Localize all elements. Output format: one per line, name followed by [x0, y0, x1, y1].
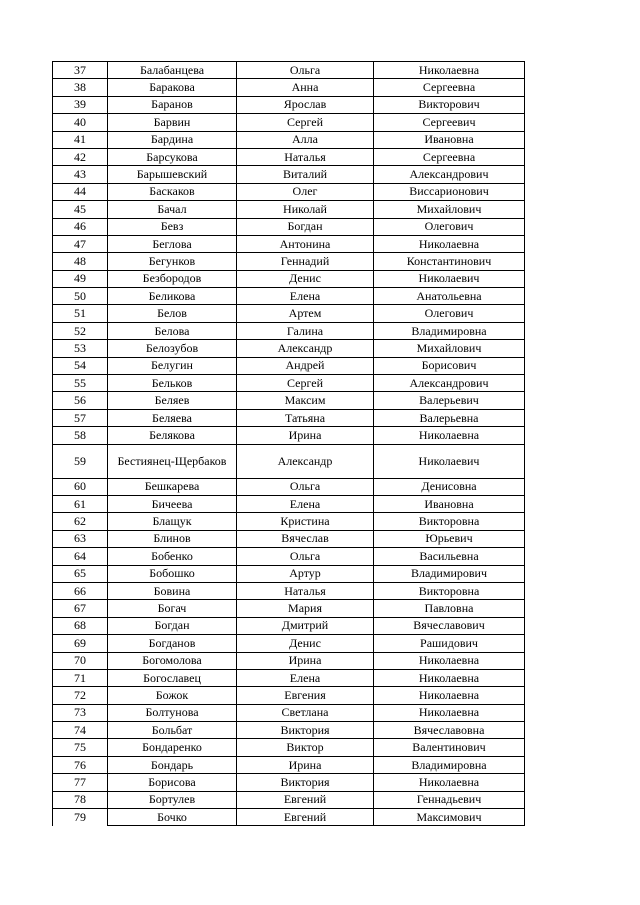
first-name: Ирина	[237, 427, 374, 444]
patronymic: Борисович	[374, 357, 525, 374]
name-list-body	[53, 62, 525, 826]
patronymic: Денисовна	[374, 478, 525, 495]
last-name: Беляев	[108, 392, 237, 409]
row-number: 42	[53, 148, 108, 165]
patronymic: Викторовна	[374, 582, 525, 599]
last-name: Бельков	[108, 375, 237, 392]
row-number: 75	[53, 739, 108, 756]
row-number: 51	[53, 305, 108, 322]
first-name: Ирина	[237, 652, 374, 669]
first-name: Ярослав	[237, 96, 374, 113]
last-name: Бовина	[108, 582, 237, 599]
first-name: Виктория	[237, 774, 374, 791]
patronymic: Николаевна	[374, 669, 525, 686]
first-name: Кристина	[237, 513, 374, 530]
patronymic: Олегович	[374, 305, 525, 322]
first-name: Ирина	[237, 756, 374, 773]
patronymic: Анатольевна	[374, 288, 525, 305]
last-name: Богач	[108, 600, 237, 617]
patronymic: Николаевна	[374, 704, 525, 721]
row-number: 77	[53, 774, 108, 791]
last-name: Бичеева	[108, 495, 237, 512]
row-number: 41	[53, 131, 108, 148]
patronymic: Владимировна	[374, 756, 525, 773]
last-name: Барсукова	[108, 148, 237, 165]
patronymic: Васильевна	[374, 548, 525, 565]
patronymic: Сергеевна	[374, 148, 525, 165]
patronymic: Павловна	[374, 600, 525, 617]
first-name: Евгения	[237, 687, 374, 704]
patronymic: Рашидович	[374, 635, 525, 652]
last-name: Беляева	[108, 409, 237, 426]
first-name: Алла	[237, 131, 374, 148]
row-number: 59	[53, 444, 108, 478]
patronymic: Юрьевич	[374, 530, 525, 547]
row-number: 58	[53, 427, 108, 444]
row-number: 55	[53, 375, 108, 392]
table-row	[53, 669, 525, 686]
first-name: Александр	[237, 340, 374, 357]
table-row	[53, 444, 525, 478]
patronymic: Николаевна	[374, 774, 525, 791]
last-name: Белугин	[108, 357, 237, 374]
table-row	[53, 582, 525, 599]
patronymic: Вячеславович	[374, 617, 525, 634]
last-name: Богдан	[108, 617, 237, 634]
row-number: 53	[53, 340, 108, 357]
last-name: Барышевский	[108, 166, 237, 183]
patronymic: Ивановна	[374, 495, 525, 512]
first-name: Мария	[237, 600, 374, 617]
table-row	[53, 565, 525, 582]
table-row	[53, 305, 525, 322]
patronymic: Владимирович	[374, 565, 525, 582]
last-name: Болтунова	[108, 704, 237, 721]
row-number: 44	[53, 183, 108, 200]
last-name: Безбородов	[108, 270, 237, 287]
patronymic: Ивановна	[374, 131, 525, 148]
first-name: Светлана	[237, 704, 374, 721]
row-number: 50	[53, 288, 108, 305]
patronymic: Викторович	[374, 96, 525, 113]
patronymic: Валентинович	[374, 739, 525, 756]
first-name: Виктор	[237, 739, 374, 756]
last-name: Бондарь	[108, 756, 237, 773]
table-row	[53, 513, 525, 530]
patronymic: Николаевич	[374, 270, 525, 287]
last-name: Белякова	[108, 427, 237, 444]
first-name: Ольга	[237, 478, 374, 495]
patronymic: Сергеевна	[374, 79, 525, 96]
last-name: Богомолова	[108, 652, 237, 669]
patronymic: Валерьевна	[374, 409, 525, 426]
first-name: Сергей	[237, 375, 374, 392]
table-row	[53, 652, 525, 669]
first-name: Евгений	[237, 791, 374, 808]
first-name: Николай	[237, 201, 374, 218]
table-row	[53, 253, 525, 270]
first-name: Денис	[237, 270, 374, 287]
last-name: Бардина	[108, 131, 237, 148]
row-number: 37	[53, 62, 108, 79]
first-name: Евгений	[237, 809, 374, 826]
row-number: 43	[53, 166, 108, 183]
row-number: 54	[53, 357, 108, 374]
first-name: Елена	[237, 495, 374, 512]
first-name: Максим	[237, 392, 374, 409]
first-name: Ольга	[237, 548, 374, 565]
row-number: 60	[53, 478, 108, 495]
table-row	[53, 687, 525, 704]
row-number: 46	[53, 218, 108, 235]
table-row	[53, 235, 525, 252]
patronymic: Вячеславовна	[374, 722, 525, 739]
last-name: Бобенко	[108, 548, 237, 565]
last-name: Богданов	[108, 635, 237, 652]
row-number: 57	[53, 409, 108, 426]
table-row	[53, 530, 525, 547]
table-row	[53, 79, 525, 96]
first-name: Денис	[237, 635, 374, 652]
patronymic: Михайлович	[374, 340, 525, 357]
row-number: 72	[53, 687, 108, 704]
row-number: 61	[53, 495, 108, 512]
first-name: Елена	[237, 669, 374, 686]
table-row	[53, 791, 525, 808]
last-name: Баскаков	[108, 183, 237, 200]
patronymic: Николаевна	[374, 235, 525, 252]
first-name: Виталий	[237, 166, 374, 183]
last-name: Беликова	[108, 288, 237, 305]
last-name: Баракова	[108, 79, 237, 96]
first-name: Виктория	[237, 722, 374, 739]
row-number: 76	[53, 756, 108, 773]
row-number: 69	[53, 635, 108, 652]
patronymic: Викторовна	[374, 513, 525, 530]
patronymic: Константинович	[374, 253, 525, 270]
table-row	[53, 739, 525, 756]
last-name: Бешкарева	[108, 478, 237, 495]
table-row	[53, 114, 525, 131]
first-name: Анна	[237, 79, 374, 96]
patronymic: Николаевич	[374, 444, 525, 478]
first-name: Сергей	[237, 114, 374, 131]
row-number: 39	[53, 96, 108, 113]
table-row	[53, 201, 525, 218]
table-row	[53, 218, 525, 235]
patronymic: Максимович	[374, 809, 525, 826]
row-number: 38	[53, 79, 108, 96]
table-row	[53, 131, 525, 148]
row-number: 48	[53, 253, 108, 270]
patronymic: Николаевна	[374, 62, 525, 79]
patronymic: Виссарионович	[374, 183, 525, 200]
table-row	[53, 357, 525, 374]
first-name: Антонина	[237, 235, 374, 252]
first-name: Олег	[237, 183, 374, 200]
last-name: Божок	[108, 687, 237, 704]
table-row	[53, 756, 525, 773]
table-row	[53, 166, 525, 183]
patronymic: Олегович	[374, 218, 525, 235]
first-name: Артур	[237, 565, 374, 582]
row-number: 78	[53, 791, 108, 808]
last-name: Беглова	[108, 235, 237, 252]
row-number: 74	[53, 722, 108, 739]
first-name: Елена	[237, 288, 374, 305]
first-name: Наталья	[237, 582, 374, 599]
patronymic: Геннадьевич	[374, 791, 525, 808]
table-row	[53, 809, 525, 826]
table-row	[53, 774, 525, 791]
table-row	[53, 340, 525, 357]
table-row	[53, 148, 525, 165]
last-name: Белов	[108, 305, 237, 322]
row-number: 49	[53, 270, 108, 287]
row-number: 71	[53, 669, 108, 686]
name-list-page	[52, 61, 525, 826]
row-number: 40	[53, 114, 108, 131]
patronymic: Александрович	[374, 166, 525, 183]
last-name: Бобошко	[108, 565, 237, 582]
table-row	[53, 62, 525, 79]
table-row	[53, 270, 525, 287]
row-number: 63	[53, 530, 108, 547]
patronymic: Николаевна	[374, 687, 525, 704]
row-number: 47	[53, 235, 108, 252]
patronymic: Владимировна	[374, 322, 525, 339]
table-row	[53, 635, 525, 652]
first-name: Татьяна	[237, 409, 374, 426]
table-row	[53, 427, 525, 444]
last-name: Блинов	[108, 530, 237, 547]
patronymic: Михайлович	[374, 201, 525, 218]
first-name: Наталья	[237, 148, 374, 165]
table-row	[53, 409, 525, 426]
table-row	[53, 495, 525, 512]
first-name: Богдан	[237, 218, 374, 235]
table-row	[53, 183, 525, 200]
row-number: 64	[53, 548, 108, 565]
last-name: Богославец	[108, 669, 237, 686]
patronymic: Сергеевич	[374, 114, 525, 131]
first-name: Александр	[237, 444, 374, 478]
last-name: Бегунков	[108, 253, 237, 270]
row-number: 70	[53, 652, 108, 669]
table-row	[53, 722, 525, 739]
patronymic: Николаевна	[374, 652, 525, 669]
last-name: Борисова	[108, 774, 237, 791]
row-number: 52	[53, 322, 108, 339]
last-name: Бочко	[108, 809, 237, 826]
table-row	[53, 288, 525, 305]
last-name: Больбат	[108, 722, 237, 739]
patronymic: Валерьевич	[374, 392, 525, 409]
last-name: Баранов	[108, 96, 237, 113]
last-name: Бондаренко	[108, 739, 237, 756]
table-row	[53, 600, 525, 617]
last-name: Бачал	[108, 201, 237, 218]
row-number: 66	[53, 582, 108, 599]
first-name: Геннадий	[237, 253, 374, 270]
table-row	[53, 96, 525, 113]
first-name: Артем	[237, 305, 374, 322]
table-row	[53, 704, 525, 721]
table-row	[53, 322, 525, 339]
patronymic: Александрович	[374, 375, 525, 392]
last-name: Бевз	[108, 218, 237, 235]
last-name: Белова	[108, 322, 237, 339]
row-number: 68	[53, 617, 108, 634]
first-name: Андрей	[237, 357, 374, 374]
table-row	[53, 478, 525, 495]
row-number: 73	[53, 704, 108, 721]
patronymic: Николаевна	[374, 427, 525, 444]
row-number: 45	[53, 201, 108, 218]
table-row	[53, 548, 525, 565]
table-row	[53, 617, 525, 634]
last-name: Бестиянец-Щербаков	[108, 444, 237, 478]
row-number: 62	[53, 513, 108, 530]
name-list-table	[52, 61, 525, 826]
first-name: Ольга	[237, 62, 374, 79]
table-row	[53, 375, 525, 392]
last-name: Балабанцева	[108, 62, 237, 79]
row-number: 56	[53, 392, 108, 409]
row-number: 79	[53, 809, 108, 826]
last-name: Барвин	[108, 114, 237, 131]
row-number: 65	[53, 565, 108, 582]
first-name: Дмитрий	[237, 617, 374, 634]
first-name: Вячеслав	[237, 530, 374, 547]
first-name: Галина	[237, 322, 374, 339]
last-name: Бортулев	[108, 791, 237, 808]
last-name: Белозубов	[108, 340, 237, 357]
table-row	[53, 392, 525, 409]
last-name: Блащук	[108, 513, 237, 530]
row-number: 67	[53, 600, 108, 617]
